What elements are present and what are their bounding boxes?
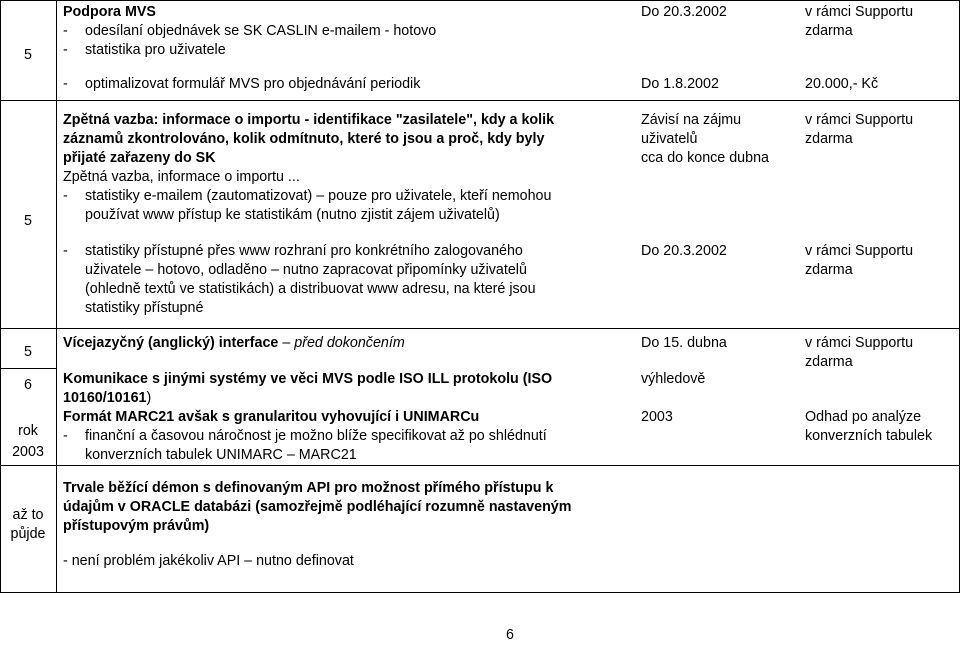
row-number: 5 bbox=[24, 213, 32, 229]
table-border-bottom bbox=[0, 592, 960, 593]
section-title: 10160/10161) bbox=[63, 390, 152, 406]
section-title: záznamů zkontrolováno, kolik odmítnuto, které to jsou a proč, kdy byly bbox=[63, 131, 545, 147]
cost: konverzních tabulek bbox=[805, 428, 933, 444]
column-divider bbox=[0, 0, 1, 593]
page-number: 6 bbox=[506, 627, 514, 643]
list-item: statistiky přístupné bbox=[85, 300, 204, 316]
deadline: Do 15. dubna bbox=[641, 335, 727, 351]
section-title: údajům v ORACLE databázi (samozřejmě podléhající rozumně nastaveným bbox=[63, 499, 572, 515]
description: Zpětná vazba, informace o importu ... bbox=[63, 169, 300, 185]
list-item: (ohledně textů ve statistikách) a distribuovat www adresu, na které jsou bbox=[85, 281, 536, 297]
section-title: přijaté zařazeny do SK bbox=[63, 150, 216, 166]
cost: v rámci Supportu bbox=[805, 112, 914, 128]
deadline: Do 1.8.2002 bbox=[641, 76, 719, 92]
list-item: uživatele – hotovo, odladěno – nutno zapracovat připomínky uživatelů bbox=[85, 262, 527, 278]
cost: zdarma bbox=[805, 131, 853, 147]
section-title: Formát MARC21 avšak s granularitou vyhovující i UNIMARCu bbox=[63, 409, 480, 425]
cost: zdarma bbox=[805, 262, 853, 278]
cost: v rámci Supportu bbox=[805, 243, 914, 259]
column-divider bbox=[56, 0, 57, 593]
deadline: 2003 bbox=[641, 409, 673, 425]
list-item: - optimalizovat formulář MVS pro objednávání periodik bbox=[63, 76, 421, 92]
section-title: přístupovým právům) bbox=[63, 518, 210, 534]
list-item: - statistiky e-mailem (zautomatizovat) – pouze pro uživatele, kteří nemohou bbox=[63, 188, 552, 204]
section-title: Komunikace s jinými systémy ve věci MVS podle ISO ILL protokolu (ISO bbox=[63, 371, 553, 387]
row-divider bbox=[0, 328, 960, 329]
description: - není problém jakékoliv API – nutno definovat bbox=[63, 553, 354, 569]
row-number: půjde bbox=[10, 526, 46, 542]
list-item: - statistiky přístupné přes www rozhraní pro konkrétního zalogovaného bbox=[63, 243, 523, 259]
cost: zdarma bbox=[805, 23, 853, 39]
cost: zdarma bbox=[805, 354, 853, 370]
list-item: - odesílaní objednávek se SK CASLIN e-mailem - hotovo bbox=[63, 23, 437, 39]
deadline: Závisí na zájmu bbox=[641, 112, 742, 128]
section-title: Trvale běžící démon s definovaným API pro možnost přímého přístupu k bbox=[63, 480, 554, 496]
deadline: uživatelů bbox=[641, 131, 698, 147]
cost: v rámci Supportu bbox=[805, 4, 914, 20]
table-border-top bbox=[0, 0, 960, 1]
list-item: používat www přístup ke statistikám (nutno zjistit zájem uživatelů) bbox=[85, 207, 500, 223]
section-title: Zpětná vazba: informace o importu - identifikace "zasilatele", kdy a kolik bbox=[63, 112, 555, 128]
row-number: 5 bbox=[24, 344, 32, 360]
list-item: konverzních tabulek UNIMARC – MARC21 bbox=[85, 447, 357, 463]
section-title: Vícejazyčný (anglický) interface – před dokončením bbox=[63, 335, 405, 351]
deadline: Do 20.3.2002 bbox=[641, 4, 727, 20]
deadline: Do 20.3.2002 bbox=[641, 243, 727, 259]
row-divider bbox=[0, 100, 960, 101]
deadline: cca do konce dubna bbox=[641, 150, 769, 166]
row-number: 2003 bbox=[12, 444, 44, 460]
section-title: Podpora MVS bbox=[63, 4, 156, 20]
row-number: 6 bbox=[24, 377, 32, 393]
cost: Odhad po analýze bbox=[805, 409, 922, 425]
cost: v rámci Supportu bbox=[805, 335, 914, 351]
row-number: až to bbox=[12, 507, 44, 523]
cost: 20.000,- Kč bbox=[805, 76, 879, 92]
row-number: 5 bbox=[24, 47, 32, 63]
row-divider bbox=[0, 368, 56, 369]
row-divider bbox=[0, 465, 960, 466]
deadline: výhledově bbox=[641, 371, 706, 387]
row-number: rok bbox=[18, 423, 38, 439]
list-item: - finanční a časovou náročnost je možno blíže specifikovat až po shlédnutí bbox=[63, 428, 547, 444]
list-item: - statistika pro uživatele bbox=[63, 42, 226, 58]
